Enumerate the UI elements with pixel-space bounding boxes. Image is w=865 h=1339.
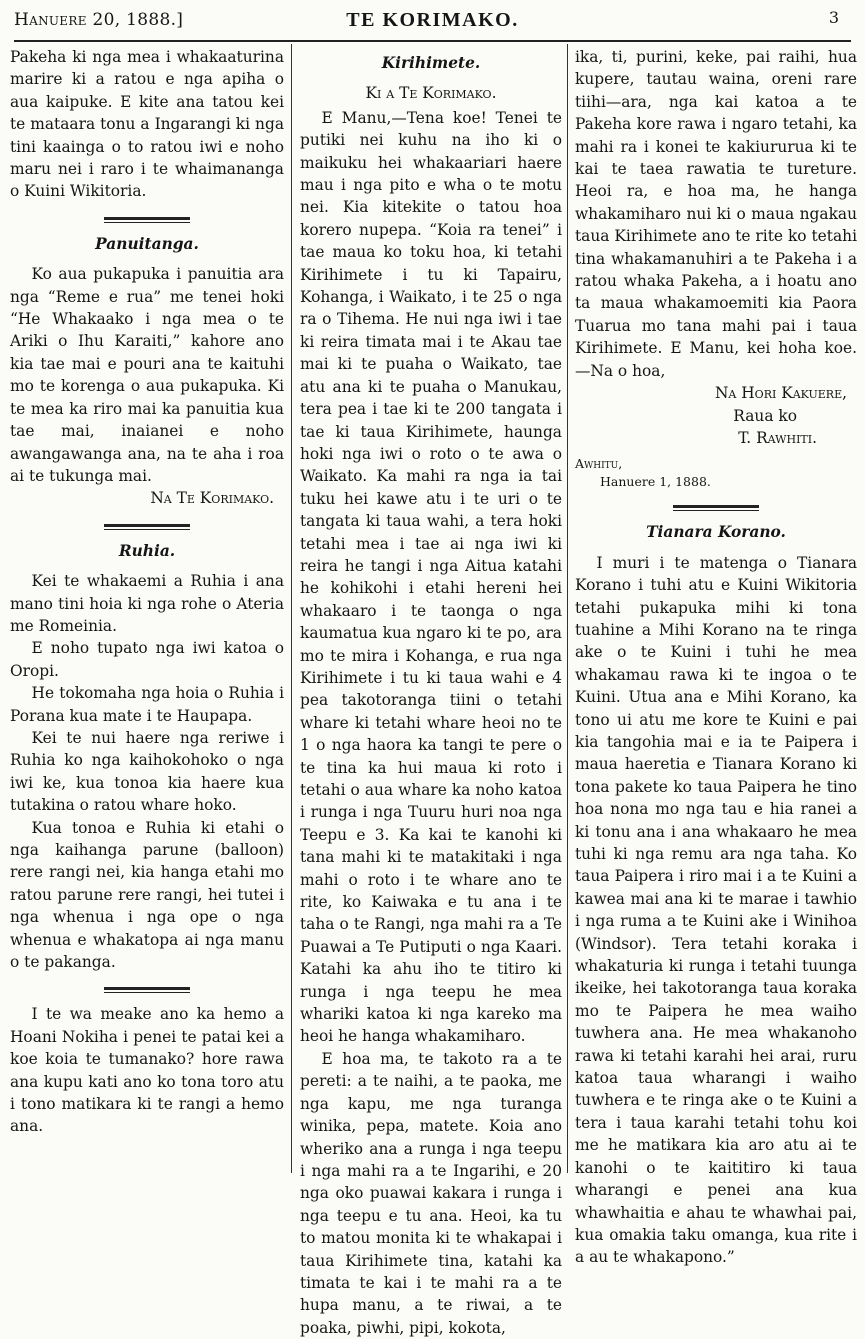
continued-article-text: Pakeha ki nga mea i whakaaturina marire ki a ratou e nga apiha o aua kaipuke. E kite ana tatou kei te mataara tonu a Ingarangi ki nga tini kaainga o to ratou iwi e noho maru nei i raro i te whaimananga o Kuini Wikitoria. — [10, 48, 284, 201]
article-paragraph: Kei te nui haere nga reriwe i Ruhia ko nga kaihokohoko o nga iwi ke, kua tonoa kia haere kua tutakina o ratou whare hoko. — [10, 728, 284, 815]
article-paragraph: Kua tonoa e Ruhia ki etahi o nga kaihanga parune (balloon) rere rangi nei, kia hanga etahi mo ratou parune rere rangi, hei tutei i nga whenua i nga ope o nga whenua e whakatopa ai nga manu o te pakanga. — [10, 818, 284, 972]
letter-salutation: Ki a Te Korimako. — [365, 84, 497, 103]
page-header — [14, 4, 851, 40]
letter-dateline — [575, 455, 857, 491]
article-paragraph: E Manu,—Tena koe! Tenei te putiki nei kuhu na iho ki o maikuku hei whakaariari haere mau i nga pito e wha o te motu nei. Kia kitekite o tatou hoa korero nupepa. “Koia ra tenei” i tae maua ko toku hoa, ki tetahi Kirihimete i tu ki Tapairu, Kohanga, i Waikato, i te 25 o nga ra o Tihema. He nui nga iwi i tae ki reira timata mai i te Akau tae mai ki te puaha o Waikato, tae atu ana ki te puaha o Manukau, tera pea i tae ki te 200 tangata i tae ki taua Kirihimete, haunga hoki nga iwi o roto o te awa o Waikato. Ka mahi ra nga ia tai tuku hei kawe atu i te uri o te tangata ki taua wahi, a tera hoki tetahi mea i tae ai nga iwi ki reira he tangi i nga Aitua katahi he kohikohi i etahi hereni hei whakaaro i te taonga o nga kaumatua kua ngaro ki te po, ara mo te mira i Kohanga, e rua nga Kirihimete i tu ki taua wahi e 4 pea takotoranga tiini o tetahi whare ki tetahi whare heoi no te 1 o nga haora ka tangi te pere o te tina ka hui maua ki roto i tetahi o aua whare ka noho katoa i runga i nga Tuuru huri noa nga Teepu e 3. Ka kai te kanohi ki tana mahi ki te matakitaki i nga mahi o roto i te whare ano te rite, ko Kaiwaka e tu ana i te taha o te Rangi, nga mahi ra a Te Puawai a Te Putiputi o nga Kaari. Katahi ka ahu iho te titiro ki runga i nga teepu he mea whariki katoa ki nga kareko ma heoi he hanga whakamiharo. — [300, 108, 562, 1046]
article-paragraph: He tokomaha nga hoia o Ruhia i Porana kua mate i te Haupapa. — [10, 684, 284, 725]
article-heading-tianara: Tianara Korano. — [646, 523, 786, 542]
article-paragraph-hoani: I te wa meake ano ka hemo a Hoani Nokiha i penei te patai kei a koe koia te tumanako? hore rawa ana kupu kati ano ko tona toro atu i tono matikara ki te rangi a hemo ana. — [10, 1005, 284, 1136]
dateline-date: Hanuere 1, 1888. — [600, 474, 711, 490]
article-paragraph: E noho tupato nga iwi katoa o Oropi. — [10, 639, 284, 680]
letter-signature-line: Raua ko — [733, 406, 797, 425]
page-number: 3 — [828, 8, 839, 27]
newspaper-title: TE KORIMAKO. — [346, 9, 519, 31]
section-divider — [104, 987, 190, 993]
letter-signature-line: T. Rawhiti. — [738, 428, 817, 447]
article-signature: Na Te Korimako. — [150, 489, 274, 508]
section-divider — [673, 505, 759, 511]
header-rule — [14, 40, 851, 42]
article-paragraph: Kei te whakaemi a Ruhia i ana mano tini hoia ki nga rohe o Ateria me Romeinia. — [10, 572, 284, 635]
continued-article-text: ika, ti, purini, keke, pai raihi, hua kupere, tautau waina, oreni rare tiihi—ara, nga kai katoa a te Pakeha kore rawa i ngaro tetahi, ka mahi ra i konei te kakiururua ki te kai te taea rawatia te tureture. Heoi ra, e hoa ma, he hanga whakamiharo nui ki o maua ngakau taua Kirihimete ano te rite ko tetahi tina whakamanuhiri a te Pakeha i a ratou whaka Pakeha, a i hoatu ano ta maua whakamoemiti kia Paora Tuarua mo tana mahi pai i taua Kirihimete. E Manu, kei hoha koe.—Na o hoa, — [575, 48, 857, 380]
section-divider — [104, 524, 190, 530]
column-divider-2 — [567, 44, 568, 1173]
article-heading-kirihimete: Kirihimete. — [381, 54, 481, 72]
article-heading-ruhia: Ruhia. — [118, 541, 176, 560]
dateline-place: Awhitu, — [575, 456, 623, 472]
section-divider — [104, 217, 190, 223]
column-2 — [300, 46, 562, 1337]
article-body-tianara: I muri i te matenga o Tianara Korano i tuhi atu e Kuini Wikitoria tetahi pukapuka mihi ki tona tuahine a Mihi Korano na te ringa ake o te Kuini i tuhi he mea whakamau rawa ki te ingoa o te Kuini. Utua ana e Mihi Korano, ka tono ui atu me kore te Kuini e pai kia tangohia mai e ia te Paipera i maua haeretia e Tianara Korano ki tona pakete ko taua Paipera he tino hoa nona mo nga tau e hia ranei a ki tonu ana i ana whakaaro he mea tuhi ki nga remu ara nga taha. Ko taua Paipera i riro mai i a te Kuini a kawea mai ana ki te marae i tawhio i nga ruma a te Kuini ake i Winihoa (Windsor). Tera tetahi koraka i whakaturia ki runga i tetahi tuunga ikeike, hei takotoranga taua koraka mo te Paipera he mea waiho tuwhera ana. He mea whakanoho rawa ki tetahi karahi hei arai, ruru katoa taua wharangi i waiho tuwhera e te ringa ake o te Kuini a tera i taua karahi tetahi tohu koi me he matikara kia aro atu ai te kanohi o te kaititiro ki taua wharangi e penei ana kua whawhaitia e ahau te whawhai pai, kua omakia taku omanga, kua rite i a au te whakapono.” — [575, 553, 857, 1267]
article-heading-panuitanga: Panuitanga. — [95, 234, 199, 253]
column-1 — [10, 46, 284, 1171]
column-divider-1 — [291, 44, 292, 1173]
column-3 — [575, 46, 857, 1267]
article-body-panuitanga: Ko aua pukapuka i panuitia ara nga “Reme e rua” me tenei hoki “He Whakaako i nga mea o te Ariki o Ihu Karaiti,” kahore ano kia tae mai e pouri ana te kaituhi mo te korenga o aua pukapuka. Ki te mea ka riro mai ka panuitia kua tae mai, inaianei e noho awangawanga ana, na te aha i roa ai te tukunga mai. — [10, 265, 284, 485]
article-paragraph: E hoa ma, te takoto ra a te pereti: a te naihi, a te paoka, me nga kapu, me nga turanga winika, pepa, matete. Koia ano wheriko ana a runga i nga teepu i nga mahi ra a te Ingarihi, e 20 nga oko puawai kakara i runga i nga teepu e tu ana. Heoi, ka tu to matou monita ki te whakapai i taua Kirihimete tina, katahi ka timata te kai i te mahi ra a te hupa manu, a te riwai, a te poaka, piwhi, pipi, kokota, — [300, 1049, 562, 1337]
header-date: Hanuere 20, 1888.] — [14, 10, 184, 30]
letter-signature-line: Na Hori Kakuere, — [714, 384, 847, 403]
